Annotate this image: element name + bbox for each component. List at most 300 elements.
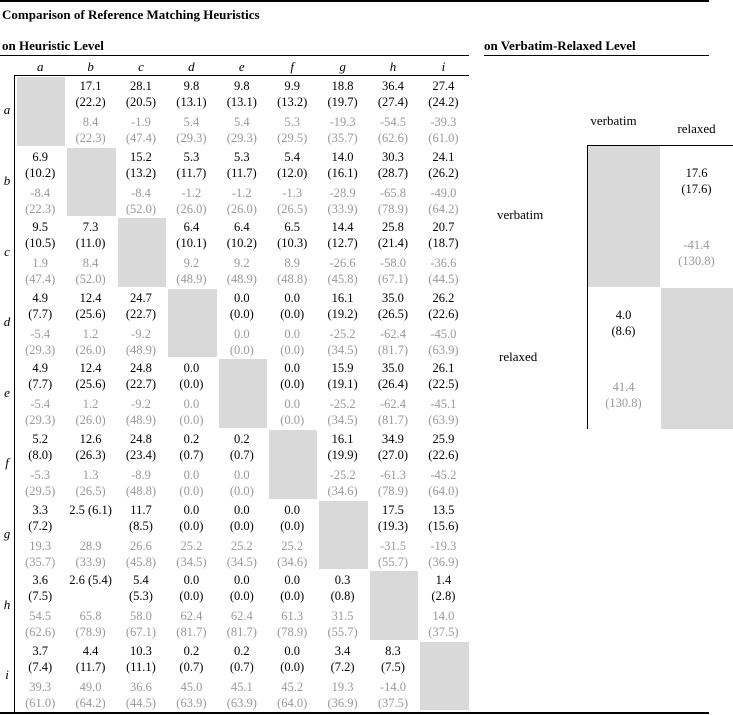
cell-value-paren: (19.1): [327, 377, 358, 392]
cell-value-paren: (5.3): [129, 589, 153, 604]
cell-value: 10.3: [130, 643, 152, 658]
row-header-e: e: [4, 384, 10, 400]
matrix-cell: [267, 572, 317, 640]
cell-diff-paren: (44.5): [428, 272, 459, 287]
cell-diff: 9.2: [183, 256, 200, 271]
cell-diff: -25.2: [329, 326, 356, 341]
cell-diff: -5.4: [30, 326, 51, 341]
cell-value: 6.9: [32, 149, 48, 164]
matrix-cell: [116, 149, 166, 217]
cell-diff-paren: (36.9): [327, 695, 358, 710]
matrix-cell: [418, 360, 468, 428]
matrix-cell: [418, 290, 468, 358]
matrix-cell: [418, 149, 468, 217]
cell-value: 0.2: [233, 432, 250, 446]
cell-value-paren: (7.2): [330, 659, 355, 674]
cell-diff: -5.3: [30, 468, 51, 482]
cell-diff-paren: (81.7): [176, 625, 207, 640]
cell-value-paren: (22.6): [428, 448, 459, 462]
cell-value-paren: (22.7): [125, 377, 157, 392]
cell-value-paren: (10.1): [176, 236, 207, 251]
cell-value: 24.1: [432, 149, 455, 164]
cell-diff: 5.4: [183, 115, 200, 129]
cell-diff-paren: (48.9): [226, 272, 257, 287]
matrix-cell: [217, 290, 267, 358]
matrix-cell: [65, 431, 115, 499]
cell-value-paren: (8.6): [611, 324, 636, 338]
diagonal-cell: [168, 289, 216, 358]
row-header-h: h: [3, 596, 11, 612]
diagonal-cell: [420, 642, 468, 711]
cell-value: 14.4: [331, 220, 354, 235]
matrix-cell: [217, 431, 267, 499]
cell-value: 25.9: [432, 432, 455, 446]
cell-diff: -19.3: [329, 115, 356, 129]
cell-diff-paren: (29.3): [25, 413, 56, 428]
matrix-cell: [166, 572, 216, 640]
cell-diff-paren: (0.0): [229, 484, 254, 498]
cell-value-paren: (0.7): [229, 448, 254, 462]
cell-value-paren: (0.0): [229, 306, 254, 321]
cell-diff-paren: (44.5): [125, 695, 157, 710]
cell-diff-paren: (81.7): [377, 342, 409, 357]
cell-diff-paren: (61.0): [428, 131, 459, 145]
matrix-cell: [660, 165, 733, 269]
matrix-cell: [15, 502, 65, 570]
cell-value-paren: (10.5): [25, 236, 56, 251]
cell-value-paren: (23.4): [125, 448, 157, 462]
cell-diff-paren: (36.9): [428, 554, 459, 569]
cell-value: 17.5: [382, 502, 404, 517]
matrix-cell: [317, 78, 367, 146]
cell-value-paren: (7.7): [28, 377, 53, 392]
cell-value-paren: (19.2): [327, 306, 358, 321]
cell-value-paren: (20.5): [125, 95, 157, 109]
cell-diff-paren: (0.0): [179, 413, 204, 428]
cell-diff-paren: (34.6): [277, 554, 308, 569]
cell-value-paren: (0.8): [330, 589, 355, 604]
cell-value: 36.4: [382, 79, 404, 93]
diagonal-cell: [118, 218, 166, 287]
column-header-c: c: [138, 59, 144, 74]
cell-value: 0.0: [183, 502, 200, 517]
matrix-cell: [116, 572, 166, 640]
bottom-rule: [0, 712, 709, 714]
cell-diff-paren: (130.8): [678, 254, 715, 268]
top-rule: [0, 0, 709, 2]
cell-diff-paren: (35.7): [327, 131, 358, 145]
matrix-cell: [368, 290, 418, 358]
cell-value-paren: [65, 518, 115, 534]
cell-value-paren: (27.0): [377, 448, 409, 462]
cell-diff-paren: (33.9): [327, 201, 358, 216]
cell-value: 34.9: [382, 432, 404, 446]
cell-diff: 45.2: [281, 679, 304, 694]
cell-value-paren: (2.8): [431, 589, 456, 604]
column-header-g: g: [339, 59, 346, 74]
cell-diff-paren: (55.7): [377, 554, 409, 569]
cell-value: 7.3: [82, 220, 99, 235]
cell-value: 35.0: [382, 361, 404, 376]
cell-diff-paren: (26.0): [226, 201, 257, 216]
matrix-cell: [317, 572, 367, 640]
matrix-cell: [15, 290, 65, 358]
cell-diff: -31.5: [379, 538, 407, 553]
verbatim-relaxed-heading: on Verbatim-Relaxed Level: [484, 38, 636, 53]
cell-value-paren: (26.4): [377, 377, 409, 392]
diagonal-cell: [588, 146, 660, 287]
row-header-g: g: [3, 525, 11, 541]
cell-diff-paren: (34.6): [327, 484, 358, 498]
cell-diff: -39.3: [430, 115, 457, 129]
column-header-verbatim: verbatim: [590, 113, 637, 128]
cell-diff-paren: (78.9): [377, 484, 409, 498]
cell-diff: -41.4: [683, 238, 710, 252]
matrix-cell: [317, 290, 367, 358]
cell-diff-paren: (55.7): [327, 625, 358, 640]
cell-value: 3.6: [32, 573, 48, 588]
matrix-cell: [267, 360, 317, 428]
cell-diff: -65.8: [379, 185, 407, 200]
cell-diff: -26.6: [329, 256, 356, 271]
cell-diff: -1.9: [131, 115, 151, 129]
cell-diff: 28.9: [79, 538, 102, 553]
cell-diff: -36.6: [430, 256, 457, 271]
matrix-cell: [368, 431, 418, 499]
cell-value: 20.7: [432, 220, 455, 235]
cell-value: 26.2: [432, 290, 455, 305]
cell-diff-paren: (63.9): [176, 695, 207, 710]
cell-diff-paren: (45.8): [327, 272, 358, 287]
cell-value-paren: (11.7): [75, 659, 106, 674]
cell-diff-paren: (22.3): [25, 201, 56, 216]
matrix-cell: [368, 149, 418, 217]
cell-diff-paren: (62.6): [25, 625, 56, 640]
header-rule: [14, 75, 469, 76]
diagonal-cell: [17, 77, 65, 146]
cell-value-paren: (0.0): [280, 518, 305, 533]
cell-value-paren: (0.0): [229, 589, 254, 604]
matrix-cell: [317, 219, 367, 287]
cell-value-paren: (25.6): [75, 377, 106, 392]
matrix-cell: [267, 643, 317, 711]
cell-diff: -1.2: [181, 185, 202, 200]
matrix-cell: [166, 219, 216, 287]
cell-value: 16.1: [331, 432, 354, 446]
cell-value-paren: (7.2): [28, 518, 53, 533]
row-header-relaxed: relaxed: [499, 349, 538, 364]
matrix-cell: [65, 643, 115, 711]
cell-value-paren: (11.0): [75, 236, 106, 251]
cell-diff-paren: (52.0): [75, 272, 106, 287]
cell-diff-paren: (81.7): [377, 413, 409, 428]
cell-value: 5.4: [284, 149, 300, 164]
matrix-cell: [267, 149, 317, 217]
cell-value: 15.2: [130, 149, 152, 164]
cell-diff-paren: (81.7): [226, 625, 257, 640]
matrix-cell: [15, 643, 65, 711]
cell-value: 5.3: [233, 149, 250, 164]
cell-diff-paren: (29.3): [176, 131, 207, 145]
cell-diff: -5.4: [30, 397, 51, 412]
matrix-cell: [116, 360, 166, 428]
cell-diff: 8.9: [284, 256, 300, 271]
cell-value-paren: (19.9): [327, 448, 358, 462]
matrix-cell: [116, 78, 166, 146]
cell-value: 24.7: [130, 290, 152, 305]
cell-diff: -61.3: [379, 468, 407, 482]
verbatim-relaxed-rule: [484, 55, 709, 56]
cell-value-paren: (24.2): [428, 95, 459, 109]
column-header-i: i: [441, 59, 446, 74]
cell-value: 5.2: [32, 432, 48, 446]
matrix-cell: [587, 307, 660, 411]
matrix-cell: [368, 219, 418, 287]
cell-diff-paren: (78.9): [377, 201, 409, 216]
cell-value-paren: (0.0): [179, 377, 204, 392]
matrix-cell: [217, 643, 267, 711]
cell-diff-paren: (52.0): [125, 201, 157, 216]
column-header-relaxed: relaxed: [677, 121, 716, 136]
cell-diff: 0.0: [233, 468, 250, 482]
column-header-h: h: [389, 59, 397, 74]
cell-diff: 36.6: [130, 679, 152, 694]
cell-value: 1.4: [435, 573, 452, 588]
cell-diff: -8.4: [131, 185, 151, 200]
cell-value: 0.0: [233, 573, 250, 588]
matrix-cell: [368, 502, 418, 570]
matrix-cell: [116, 502, 166, 570]
cell-value: 0.3: [334, 573, 351, 588]
cell-diff: 19.3: [331, 679, 354, 694]
cell-diff: 1.2: [82, 326, 99, 341]
cell-diff: 0.0: [284, 397, 300, 412]
cell-diff-paren: (34.5): [327, 413, 358, 428]
cell-diff-paren: (64.2): [75, 695, 106, 710]
cell-value: 17.1: [79, 79, 102, 93]
cell-value-paren: (7.5): [28, 589, 53, 604]
cell-diff-paren: (37.5): [377, 695, 409, 710]
cell-diff: -8.9: [131, 468, 151, 482]
cell-value-paren: (22.5): [428, 377, 459, 392]
cell-value: 3.4: [334, 643, 351, 658]
cell-value: 4.0: [615, 308, 632, 322]
cell-diff-paren: (47.4): [125, 131, 157, 145]
cell-value: 5.4: [133, 573, 149, 588]
column-header-b: b: [87, 59, 94, 74]
cell-diff-paren: (47.4): [25, 272, 56, 287]
cell-diff: 0.0: [284, 326, 300, 341]
cell-diff-paren: (48.8): [125, 484, 157, 498]
cell-value-paren: (26.3): [75, 448, 106, 462]
matrix-cell: [65, 219, 115, 287]
cell-diff-paren: (35.7): [25, 554, 56, 569]
cell-value: 9.8: [233, 79, 250, 93]
cell-diff-paren: (61.0): [25, 695, 56, 710]
matrix-cell: [116, 431, 166, 499]
cell-value-paren: (10.3): [277, 236, 308, 251]
matrix-cell: [65, 572, 115, 640]
row-header-c: c: [4, 243, 10, 259]
cell-value-paren: (22.7): [125, 306, 157, 321]
cell-value: 25.8: [382, 220, 404, 235]
cell-diff-paren: (48.8): [277, 272, 308, 287]
cell-value-paren: (18.7): [428, 236, 459, 251]
cell-diff: -1.2: [231, 185, 252, 200]
matrix-cell: [166, 360, 216, 428]
cell-diff: -45.2: [430, 468, 457, 482]
cell-value: 16.1: [331, 290, 354, 305]
cell-value-paren: (25.6): [75, 306, 106, 321]
cell-value-paren: (0.0): [280, 377, 305, 392]
matrix-cell: [317, 643, 367, 711]
cell-diff-paren: (0.0): [229, 342, 254, 357]
cell-value-paren: (27.4): [377, 95, 409, 109]
cell-value: 0.0: [183, 573, 200, 588]
cell-value: 2.6 (5.4): [69, 573, 112, 588]
cell-diff: -9.2: [131, 326, 151, 341]
diagonal-cell: [370, 571, 418, 640]
cell-diff: -45.1: [430, 397, 457, 412]
cell-diff: 5.3: [284, 115, 300, 129]
cell-diff: 1.9: [32, 256, 48, 271]
cell-value-paren: (28.7): [377, 165, 409, 180]
cell-diff-paren: (34.5): [226, 554, 257, 569]
cell-value: 5.3: [183, 149, 200, 164]
column-header-a: a: [36, 59, 44, 74]
cell-value: 8.3: [385, 643, 401, 658]
cell-diff: 9.2: [233, 256, 250, 271]
cell-value: 0.0: [284, 290, 300, 305]
cell-diff-paren: (64.2): [428, 201, 459, 216]
cell-diff: 0.0: [183, 468, 200, 482]
cell-value: 15.9: [331, 361, 354, 376]
cell-diff: -9.2: [131, 397, 151, 412]
cell-diff: -25.2: [329, 397, 356, 412]
matrix-cell: [217, 78, 267, 146]
cell-diff-paren: (48.9): [125, 342, 157, 357]
cell-value: 4.9: [32, 361, 48, 376]
cell-diff-paren: (64.0): [428, 484, 459, 498]
cell-value-paren: (22.2): [75, 95, 106, 109]
cell-diff: -8.4: [30, 185, 51, 200]
cell-value: 4.9: [32, 290, 48, 305]
cell-diff-paren: (33.9): [75, 554, 106, 569]
cell-value: 24.8: [130, 361, 152, 376]
cell-diff-paren: (22.3): [75, 131, 106, 145]
cell-diff: 62.4: [230, 609, 253, 624]
column-header-f: f: [290, 59, 294, 74]
matrix-cell: [267, 502, 317, 570]
cell-diff: -1.3: [282, 185, 303, 200]
matrix-cell: [15, 360, 65, 428]
matrix-cell: [166, 431, 216, 499]
cell-diff-paren: (64.0): [277, 695, 308, 710]
cell-value: 9.9: [284, 79, 300, 93]
cell-value: 0.0: [284, 643, 300, 658]
matrix-cell: [15, 431, 65, 499]
cell-diff-paren: (48.9): [176, 272, 207, 287]
matrix-cell: [317, 360, 367, 428]
matrix-cell: [15, 572, 65, 640]
cell-value: 0.0: [284, 502, 300, 517]
cell-value: 9.8: [183, 79, 200, 93]
cell-value: 14.0: [331, 149, 354, 164]
cell-value-paren: (19.7): [327, 95, 358, 109]
cell-value-paren: (10.2): [226, 236, 257, 251]
cell-diff: 25.2: [281, 538, 304, 553]
cell-diff-paren: (0.0): [280, 413, 305, 428]
cell-diff-paren: (29.3): [226, 131, 257, 145]
cell-diff: 25.2: [230, 538, 253, 553]
cell-diff: 19.3: [29, 538, 52, 553]
cell-diff: 31.5: [331, 609, 354, 624]
cell-diff-paren: (26.0): [176, 201, 207, 216]
cell-diff-paren: (26.0): [75, 413, 106, 428]
cell-diff-paren: (62.6): [377, 131, 409, 145]
matrix-cell: [418, 78, 468, 146]
cell-diff-paren: (26.5): [277, 201, 308, 216]
matrix-cell: [418, 502, 468, 570]
matrix-cell: [65, 78, 115, 146]
cell-diff: 8.4: [82, 115, 99, 129]
matrix-cell: [217, 572, 267, 640]
cell-diff: 26.6: [130, 538, 152, 553]
matrix-cell: [166, 502, 216, 570]
cell-value: 30.3: [382, 149, 404, 164]
cell-value-paren: (21.4): [377, 236, 409, 251]
cell-diff: -19.3: [430, 538, 457, 553]
diagonal-cell: [67, 148, 115, 217]
cell-value-paren: (26.2): [428, 165, 459, 180]
cell-diff-paren: (78.9): [277, 625, 308, 640]
cell-diff: 49.0: [79, 679, 102, 694]
matrix-cell: [418, 219, 468, 287]
cell-value: 9.5: [32, 220, 48, 235]
cell-value-paren: (12.0): [277, 165, 308, 180]
cell-value-paren: (0.0): [179, 589, 204, 604]
matrix-cell: [368, 78, 418, 146]
cell-diff-paren: (63.9): [428, 413, 459, 428]
cell-diff: 58.0: [130, 609, 152, 624]
matrix-cell: [65, 290, 115, 358]
cell-value-paren: (11.7): [226, 165, 257, 180]
matrix-cell: [15, 149, 65, 217]
matrix-cell: [317, 149, 367, 217]
cell-value: 12.4: [79, 290, 102, 305]
cell-value: 0.2: [183, 643, 200, 658]
matrix-cell: [267, 219, 317, 287]
cell-diff-paren: (67.1): [377, 272, 409, 287]
cell-value-paren: (0.7): [179, 659, 204, 674]
row-header-f: f: [5, 455, 9, 471]
cell-diff: -49.0: [430, 185, 457, 200]
cell-value-paren: (19.3): [377, 518, 409, 533]
cell-value: 35.0: [382, 290, 404, 305]
cell-diff: 25.2: [180, 538, 203, 553]
row-header-verbatim: verbatim: [497, 207, 544, 222]
cell-diff: 0.0: [233, 326, 250, 341]
cell-diff: 39.3: [29, 679, 52, 694]
cell-value: 3.7: [32, 643, 48, 658]
column-header-e: e: [238, 59, 245, 74]
matrix-cell: [166, 643, 216, 711]
cell-diff: -62.4: [379, 397, 407, 412]
cell-value-paren: (0.7): [179, 448, 204, 462]
column-header-d: d: [188, 59, 195, 74]
cell-value: 18.8: [331, 79, 354, 93]
cell-value-paren: (13.1): [226, 95, 257, 109]
